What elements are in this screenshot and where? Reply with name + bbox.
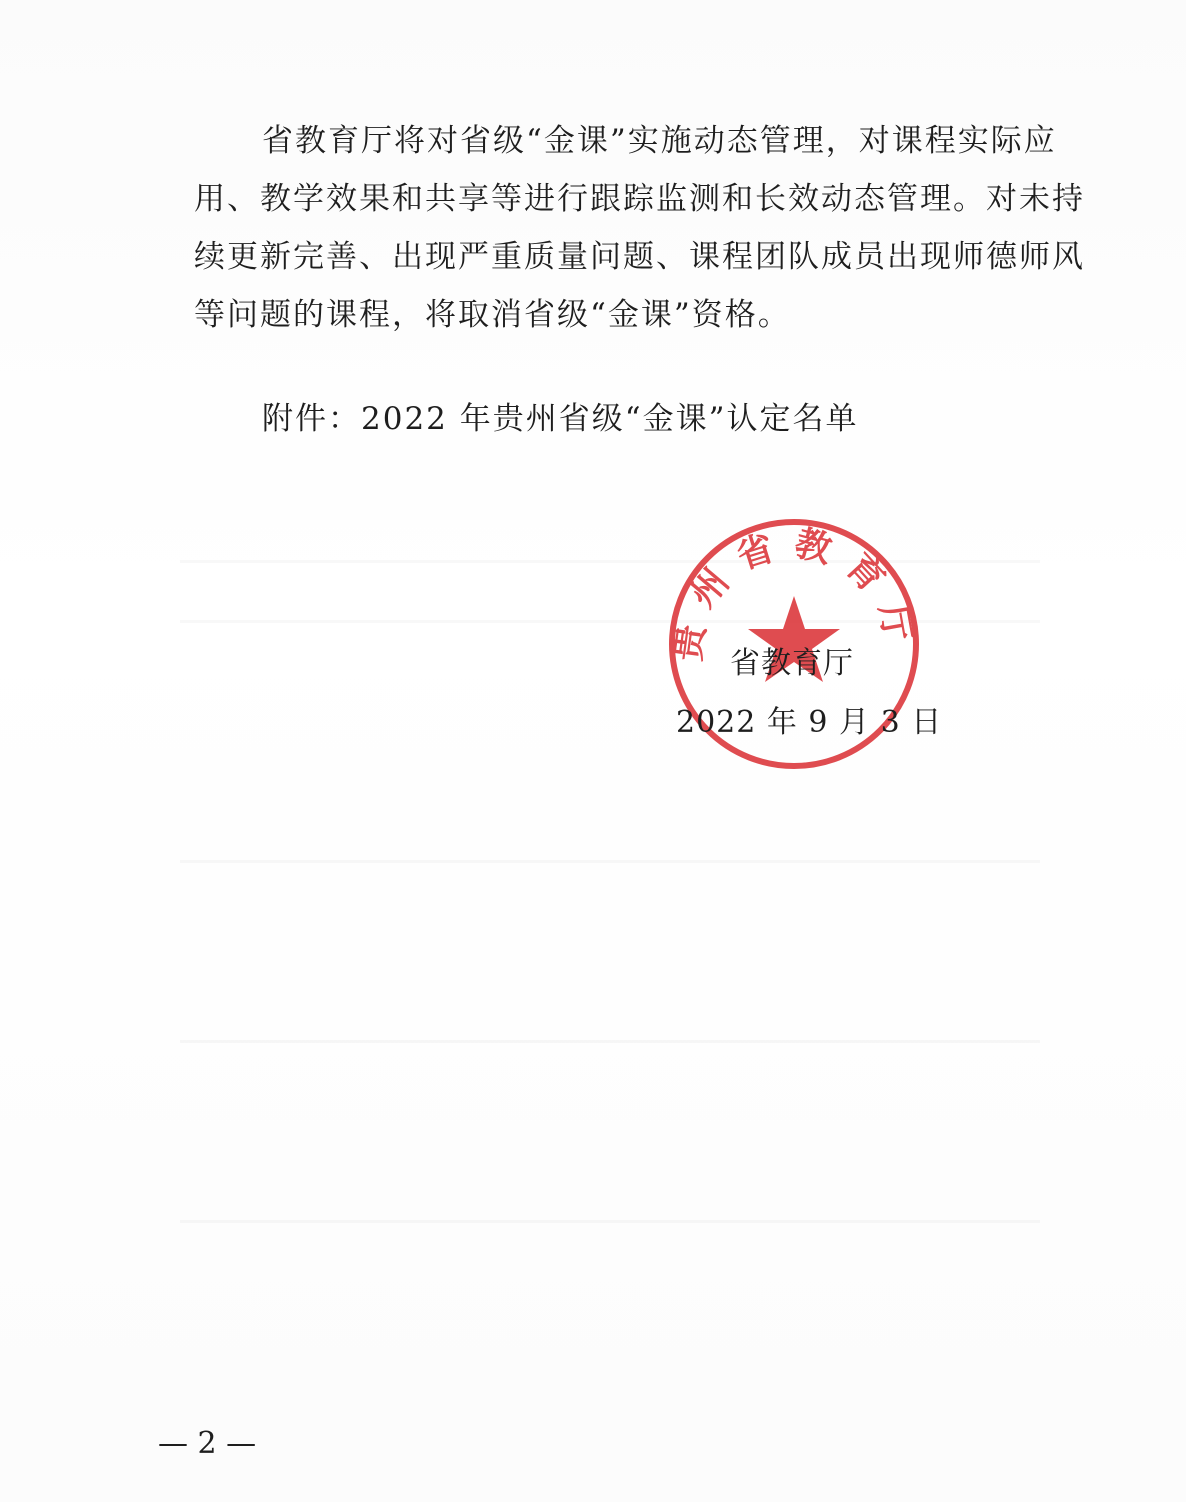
show-through-line xyxy=(180,860,1040,863)
show-through-line xyxy=(180,1220,1040,1223)
show-through-line xyxy=(180,1040,1040,1043)
seal-text: 贵州省教育厅 xyxy=(666,521,922,664)
issuer-name: 省教育厅 xyxy=(730,646,854,681)
body-paragraph xyxy=(194,112,1085,344)
issue-date: 2022 年 9 月 3 日 xyxy=(676,705,943,740)
paragraph-line: 续更新完善、出现严重质量问题、课程团队成员出现师德师风 xyxy=(194,239,1085,275)
paragraph-line: 省教育厅将对省级“金课”实施动态管理，对课程实际应 xyxy=(262,123,1057,159)
paragraph-line: 用、教学效果和共享等进行跟踪监测和长效动态管理。对未持 xyxy=(194,181,1085,217)
attachment-line: 附件：2022 年贵州省级“金课”认定名单 xyxy=(262,401,859,437)
paragraph-line: 等问题的课程，将取消省级“金课”资格。 xyxy=(194,297,791,333)
page-number: — 2 — xyxy=(158,1426,257,1461)
